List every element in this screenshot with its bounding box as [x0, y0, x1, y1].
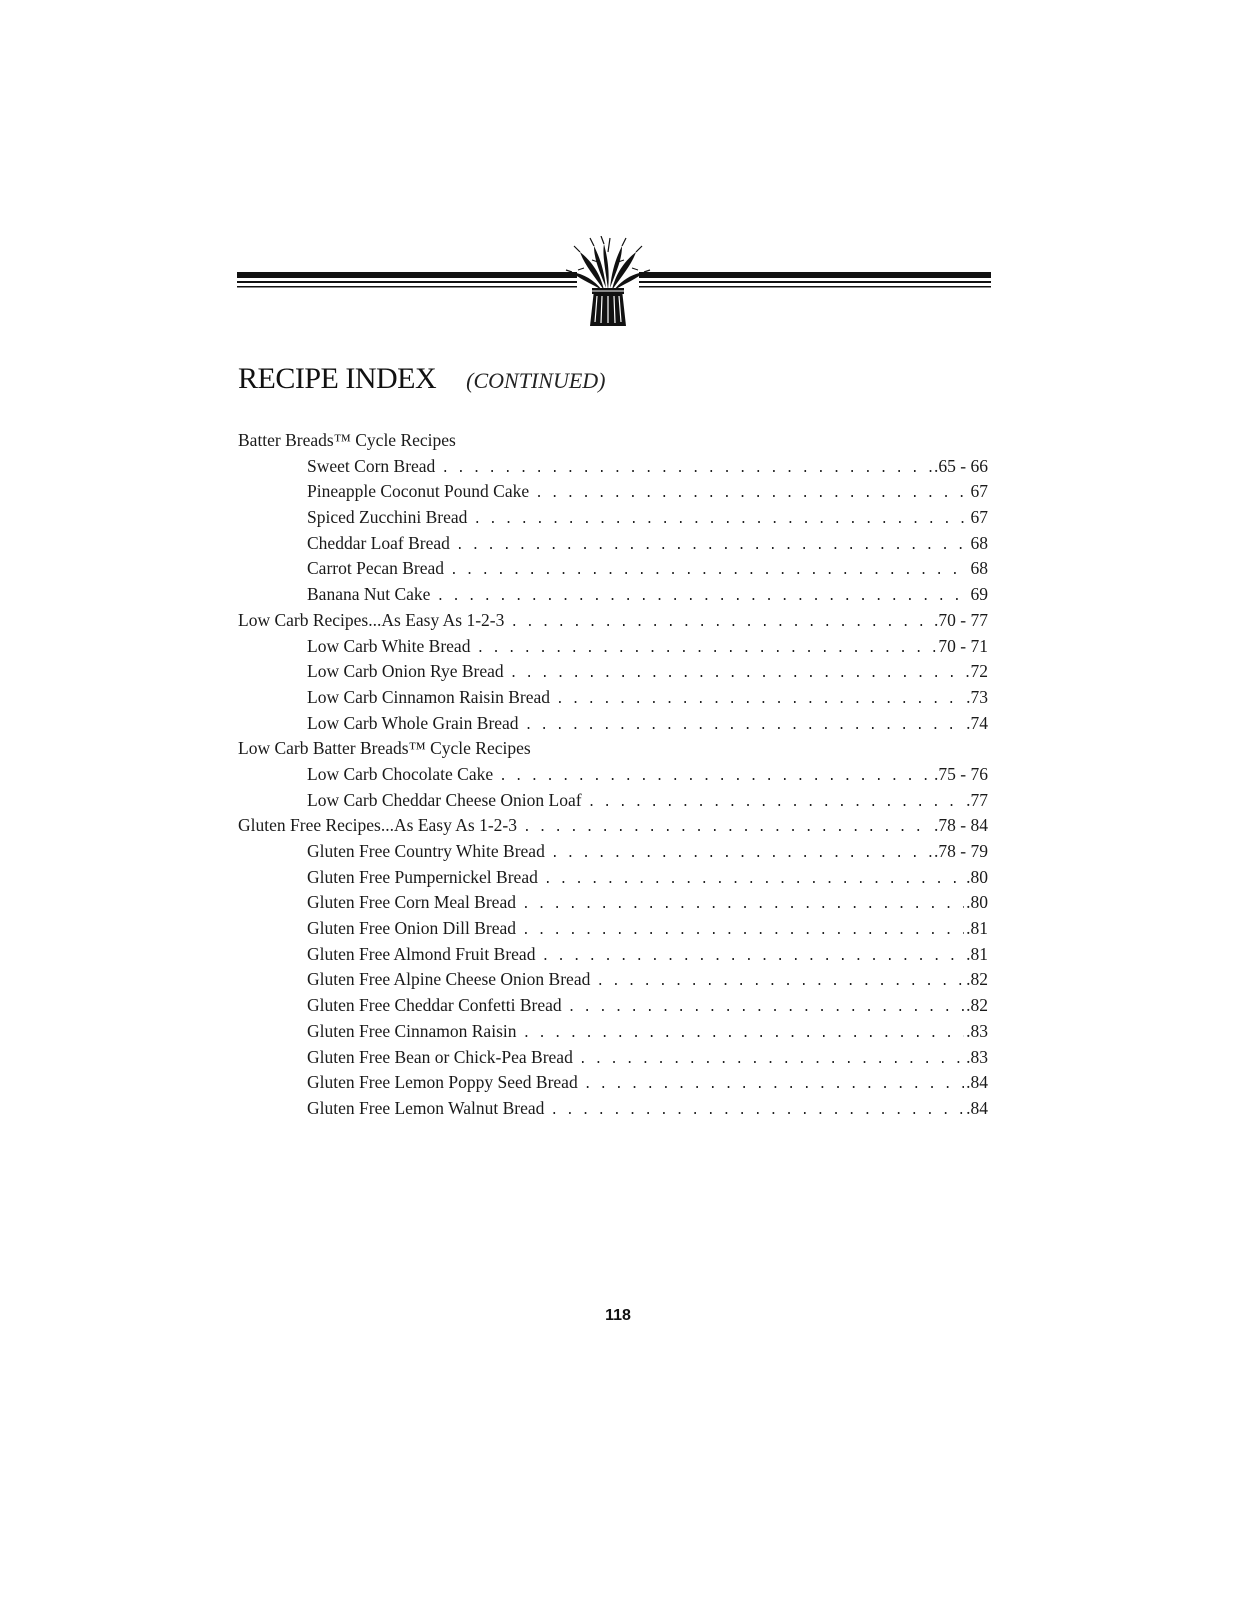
entry-page-ref: .82: [966, 995, 988, 1016]
entry-page-ref: .83: [966, 1046, 988, 1067]
entry-page-ref: .65 - 66: [934, 455, 988, 476]
entry-page-ref: .84: [966, 1072, 988, 1093]
index-entry: [238, 916, 988, 942]
entry-page-ref: .84: [966, 1097, 988, 1118]
entry-page-ref: .78 - 84: [934, 815, 988, 836]
entry-label: Low Carb Recipes...As Easy As 1-2-3: [238, 609, 505, 630]
dot-leader: [596, 969, 964, 995]
entry-page-ref: .70 - 77: [934, 609, 988, 630]
entry-label: Spiced Zucchini Bread: [307, 507, 468, 528]
entry-label: Gluten Free Lemon Poppy Seed Bread: [307, 1072, 578, 1093]
dot-leader: [441, 456, 932, 482]
entry-page-ref: 67: [970, 507, 988, 528]
index-entry: [238, 454, 988, 480]
rule-right: [639, 272, 991, 288]
index-entry: [238, 762, 988, 788]
dot-leader: [473, 507, 968, 533]
dot-leader: [510, 610, 932, 636]
entry-label: Low Carb White Bread: [307, 635, 471, 656]
entry-label: Gluten Free Cheddar Confetti Bread: [307, 995, 562, 1016]
dot-leader: [499, 764, 932, 790]
entry-page-ref: 68: [970, 532, 988, 553]
dot-leader: [551, 841, 932, 867]
dot-leader: [550, 1098, 964, 1124]
entry-label: Low Carb Onion Rye Bread: [307, 661, 504, 682]
index-entry: [238, 839, 988, 865]
header-ornament: [237, 236, 991, 328]
entry-page-ref: .81: [966, 918, 988, 939]
entry-label: Gluten Free Alpine Cheese Onion Bread: [307, 969, 591, 990]
entry-label: Banana Nut Cake: [307, 584, 431, 605]
entry-page-ref: .77: [966, 789, 988, 810]
dot-leader: [456, 533, 969, 559]
dot-leader: [523, 815, 932, 841]
entry-label: Low Carb Chocolate Cake: [307, 763, 494, 784]
entry-label: Cheddar Loaf Bread: [307, 532, 450, 553]
entry-page-ref: .75 - 76: [934, 763, 988, 784]
entry-label: Low Carb Cheddar Cheese Onion Loaf: [307, 789, 582, 810]
dot-leader: [556, 687, 964, 713]
index-entry: [238, 685, 988, 711]
entry-page-ref: .82: [966, 969, 988, 990]
rule-left: [237, 272, 577, 288]
index-entry: [238, 556, 988, 582]
dot-leader: [522, 918, 964, 944]
entry-label: Gluten Free Bean or Chick-Pea Bread: [307, 1046, 573, 1067]
entry-label: Gluten Free Onion Dill Bread: [307, 918, 516, 939]
index-entry: [238, 942, 988, 968]
title-subtitle: (CONTINUED): [466, 368, 606, 393]
entry-label: Low Carb Batter Breads™ Cycle Recipes: [238, 738, 531, 759]
entry-page-ref: .78 - 79: [934, 841, 988, 861]
entry-page-ref: 70 - 71: [938, 635, 988, 656]
entry-label: Gluten Free Pumpernickel Bread: [307, 866, 538, 887]
dot-leader: [522, 892, 964, 918]
index-entry: [238, 1045, 988, 1071]
dot-leader: [544, 867, 964, 893]
page-title: [238, 362, 606, 396]
entry-label: Batter Breads™ Cycle Recipes: [238, 430, 456, 450]
index-section-heading: [238, 736, 988, 762]
dot-leader: [525, 713, 965, 739]
index-section-heading: [238, 428, 988, 454]
dot-leader: [476, 636, 936, 662]
index-entry: [238, 634, 988, 660]
entry-page-ref: .80: [966, 892, 988, 913]
title-main: RECIPE INDEX: [238, 362, 437, 395]
dot-leader: [588, 790, 965, 816]
dot-leader: [535, 481, 968, 507]
dot-leader: [541, 944, 964, 970]
entry-label: Gluten Free Cinnamon Raisin: [307, 1020, 517, 1041]
entry-label: Sweet Corn Bread: [307, 455, 436, 476]
index-section-heading: [238, 813, 988, 839]
entry-label: Gluten Free Recipes...As Easy As 1-2-3: [238, 815, 517, 836]
entry-page-ref: .83: [966, 1020, 988, 1041]
dot-leader: [584, 1072, 964, 1098]
index-entry: [238, 479, 988, 505]
dot-leader: [568, 995, 964, 1021]
index-entry: [238, 788, 988, 814]
recipe-index-list: [238, 428, 988, 1122]
dot-leader: [450, 558, 968, 584]
index-entry: [238, 659, 988, 685]
entry-label: Gluten Free Lemon Walnut Bread: [307, 1097, 545, 1118]
index-entry: [238, 890, 988, 916]
index-entry: [238, 993, 988, 1019]
index-entry: [238, 1070, 988, 1096]
entry-page-ref: 67: [970, 481, 988, 502]
index-entry: [238, 531, 988, 557]
dot-leader: [523, 1021, 965, 1047]
dot-leader: [436, 584, 968, 610]
entry-page-ref: 72: [970, 661, 988, 682]
entry-page-ref: .81: [966, 943, 988, 964]
entry-label: Low Carb Cinnamon Raisin Bread: [307, 686, 551, 707]
dot-leader: [510, 661, 969, 687]
dot-leader: [579, 1047, 964, 1073]
entry-page-ref: 69: [970, 584, 988, 605]
index-entry: [238, 1096, 988, 1122]
index-entry: [238, 582, 988, 608]
entry-label: Gluten Free Country White Bread: [307, 841, 545, 861]
page-number: 118: [605, 1307, 631, 1324]
index-entry: [238, 505, 988, 531]
entry-page-ref: .73: [966, 686, 988, 707]
entry-label: Carrot Pecan Bread: [307, 558, 445, 579]
entry-page-ref: .74: [966, 712, 988, 733]
entry-label: Gluten Free Corn Meal Bread: [307, 892, 516, 913]
entry-label: Gluten Free Almond Fruit Bread: [307, 943, 536, 964]
index-entry: [238, 967, 988, 993]
entry-page-ref: 68: [970, 558, 988, 579]
entry-label: Pineapple Coconut Pound Cake: [307, 481, 530, 502]
index-entry: [238, 1019, 988, 1045]
index-section-heading: [238, 608, 988, 634]
entry-label: Low Carb Whole Grain Bread: [307, 712, 519, 733]
wheat-sheaf-icon: [566, 236, 650, 326]
index-entry: [238, 711, 988, 737]
index-entry: [238, 865, 988, 891]
entry-page-ref: .80: [966, 866, 988, 887]
